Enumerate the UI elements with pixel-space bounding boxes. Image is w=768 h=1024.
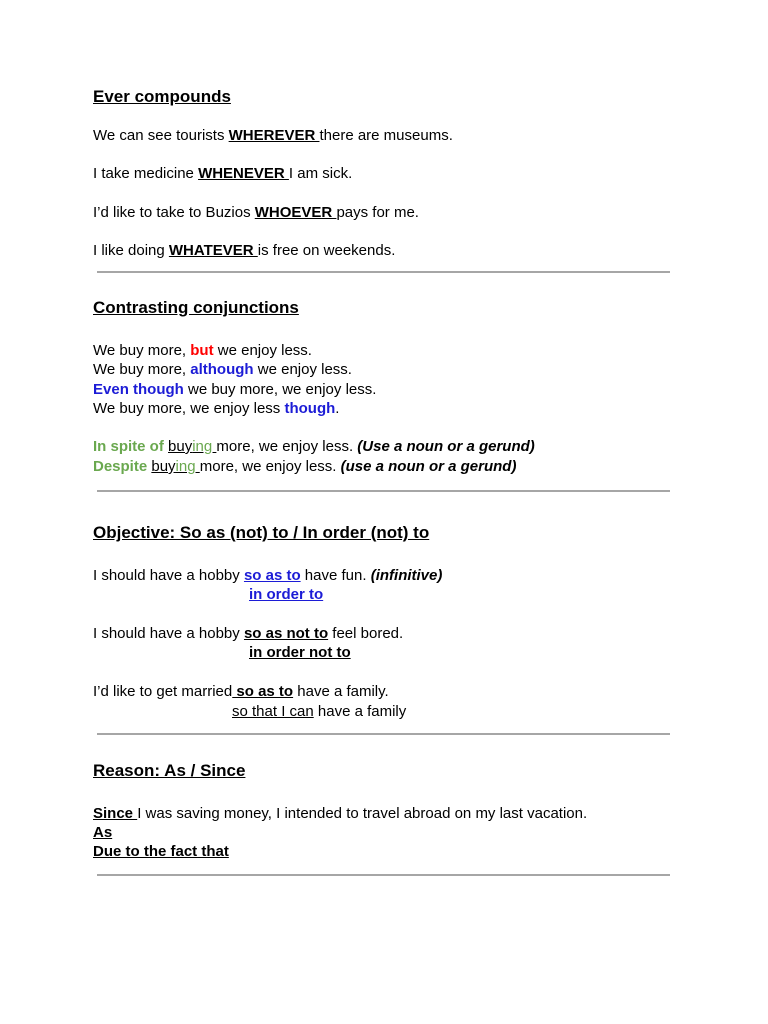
objective-line-1: [93, 566, 442, 585]
text: feel bored.: [328, 625, 404, 642]
text: have a family: [313, 703, 407, 720]
text: there are museums.: [319, 127, 453, 144]
contrast-line-3: [93, 380, 376, 399]
contrast-line-6: [93, 457, 516, 476]
keyword-wherever: WHEREVER: [228, 127, 320, 144]
keyword-so-as-to: so as to: [232, 683, 294, 700]
keyword-in-spite-of: In spite of: [93, 438, 164, 455]
gerund-suffix: ing: [192, 438, 217, 455]
divider: [97, 733, 670, 735]
divider: [97, 490, 670, 492]
divider: [97, 874, 670, 876]
section-title-ever-compounds: Ever compounds: [93, 87, 231, 106]
objective-line-3-alt: [232, 702, 406, 721]
section-title-contrasting-conjunctions: Contrasting conjunctions: [93, 298, 299, 317]
text: buy: [168, 438, 193, 455]
keyword-in-order-to: in order to: [249, 586, 324, 603]
text: pays for me.: [336, 204, 419, 221]
contrast-line-1: [93, 341, 312, 360]
text: is free on weekends.: [257, 242, 396, 259]
keyword-due-to-the-fact-that: Due to the fact that: [93, 843, 229, 860]
text: I’d like to get married: [93, 683, 233, 700]
usage-note: (use a noun or a gerund): [340, 458, 517, 475]
usage-note: (infinitive): [370, 567, 443, 584]
keyword-whenever: WHENEVER: [198, 165, 289, 182]
divider: [97, 271, 670, 273]
text: I should have a hobby: [93, 567, 244, 584]
keyword-even-though: Even though: [93, 381, 184, 398]
text: have fun.: [300, 567, 371, 584]
reason-line-2: [93, 823, 112, 842]
text: .: [335, 400, 340, 417]
keyword-whatever: WHATEVER: [168, 242, 258, 259]
objective-line-3: [93, 682, 389, 701]
keyword-though: though: [284, 400, 336, 417]
text: We can see tourists: [93, 127, 229, 144]
text: have a family.: [293, 683, 389, 700]
text: We buy more,: [93, 342, 191, 359]
text: I was saving money, I intended to travel abroad on my last vacation.: [137, 805, 588, 822]
text: more, we enjoy less.: [216, 438, 358, 455]
keyword-in-order-not-to: in order not to: [249, 644, 351, 661]
contrast-line-4: [93, 399, 339, 418]
text: we enjoy less.: [213, 342, 312, 359]
ever-line-1: [93, 126, 453, 145]
ever-line-3: [93, 203, 419, 222]
contrast-line-5: [93, 437, 535, 456]
gerund-buy: [151, 458, 199, 475]
text: We buy more, we enjoy less: [93, 400, 285, 417]
text: I am sick.: [288, 165, 353, 182]
text: we buy more, we enjoy less.: [183, 381, 377, 398]
text: I should have a hobby: [93, 625, 244, 642]
objective-line-2: [93, 624, 403, 643]
section-title-objective: Objective: So as (not) to / In order (not) to: [93, 523, 430, 542]
text: We buy more,: [93, 361, 191, 378]
contrast-line-2: [93, 360, 352, 379]
ever-line-2: [93, 164, 352, 183]
keyword-so-as-not-to: so as not to: [243, 625, 329, 642]
text: I like doing: [93, 242, 169, 259]
keyword-so-as-to: so as to: [243, 567, 301, 584]
text: I’d like to take to Buzios: [93, 204, 255, 221]
text: buy: [151, 458, 176, 475]
objective-line-1-alt: [249, 585, 323, 604]
keyword-although: although: [190, 361, 254, 378]
text: more, we enjoy less.: [199, 458, 341, 475]
reason-line-3: [93, 842, 229, 861]
keyword-whoever: WHOEVER: [254, 204, 337, 221]
reason-line-1: [93, 804, 587, 823]
objective-line-2-alt: [249, 643, 351, 662]
keyword-since: Since: [93, 805, 138, 822]
keyword-despite: Despite: [93, 458, 148, 475]
keyword-but: but: [190, 342, 214, 359]
gerund-buy: [168, 438, 216, 455]
section-title-reason: Reason: As / Since: [93, 761, 246, 780]
text: we enjoy less.: [253, 361, 352, 378]
keyword-as: As: [93, 824, 113, 841]
gerund-suffix: ing: [175, 458, 200, 475]
keyword-so-that-i-can: so that I can: [232, 703, 314, 720]
usage-note: (Use a noun or a gerund): [357, 438, 535, 455]
text: I take medicine: [93, 165, 199, 182]
ever-line-4: [93, 241, 395, 260]
